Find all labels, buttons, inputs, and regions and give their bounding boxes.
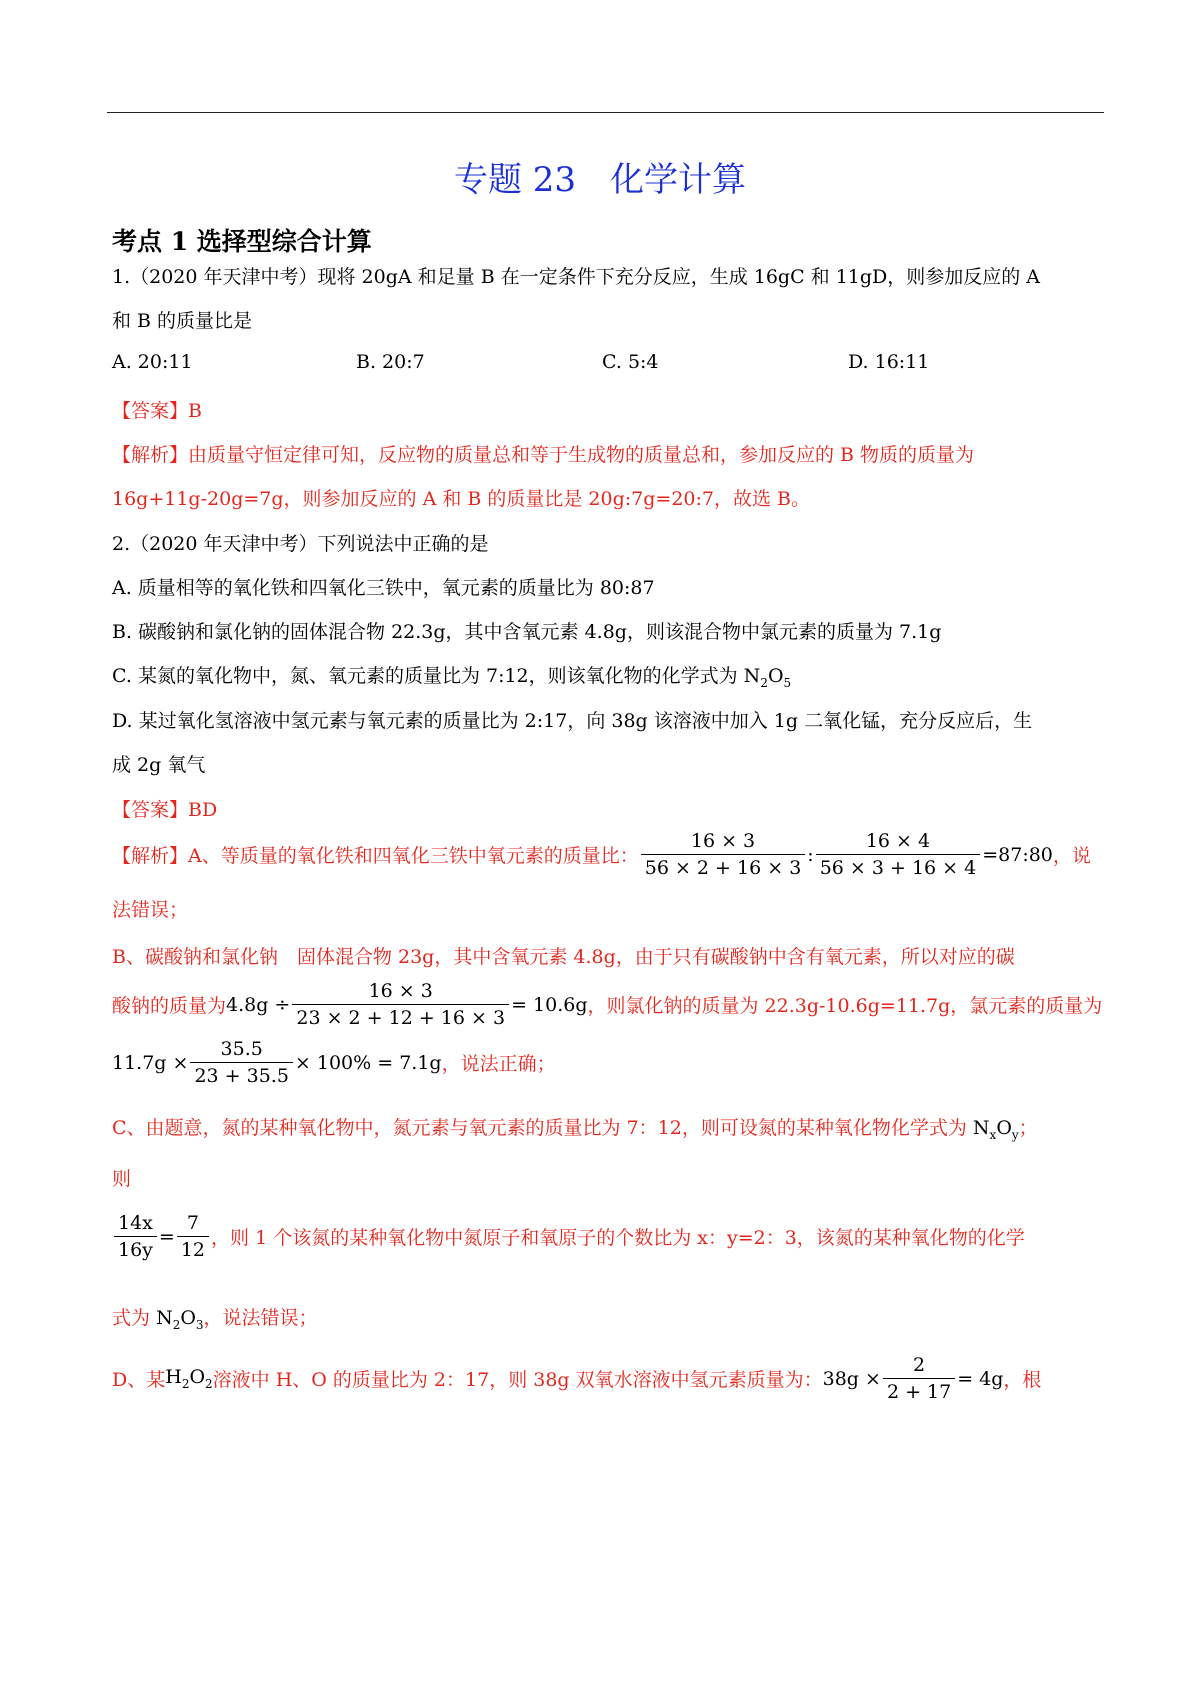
q1-analysis-line1 bbox=[112, 440, 974, 467]
q2-option-c bbox=[112, 661, 791, 690]
numerator: 7 bbox=[186, 1212, 199, 1234]
answer-mark: 【答案】 bbox=[112, 799, 189, 821]
denominator: 23 + 35.5 bbox=[190, 1062, 292, 1087]
q2-analysis-b-line2 bbox=[112, 980, 1102, 1029]
c-text: C、由题意，氮的某种氧化物中，氮元素与氧元素的质量比为 7：12，则可设氮的某种氧化物化学式为 bbox=[112, 1117, 967, 1139]
q2-analysis-c-line1 bbox=[112, 1113, 1038, 1142]
equals: = bbox=[158, 1225, 175, 1248]
q2-analysis-b-line1: B、碳酸钠和氯化钠 固体混合物 23g，其中含氧元素 4.8g，由于只有碳酸钠中含有氧元素，所以对应的碳 bbox=[112, 946, 1015, 968]
math: 11.7g × bbox=[112, 1051, 189, 1074]
q2-analysis-a bbox=[112, 830, 1091, 879]
fraction bbox=[816, 830, 981, 879]
fraction bbox=[114, 1212, 157, 1261]
q2-analysis-d bbox=[112, 1354, 1041, 1403]
denominator: 2 + 17 bbox=[883, 1378, 955, 1403]
header-rule bbox=[107, 112, 1104, 113]
denominator: 12 bbox=[177, 1236, 209, 1261]
q1-option-c: C. 5:4 bbox=[602, 351, 659, 373]
b-pre: 酸钠的质量为 bbox=[112, 995, 227, 1017]
fraction bbox=[292, 980, 509, 1029]
q2-analysis-c-line4 bbox=[112, 1303, 318, 1332]
subscript: 3 bbox=[195, 1317, 204, 1332]
analysis-mark: 【解析】 bbox=[112, 845, 189, 867]
q2-analysis-c-line3 bbox=[112, 1212, 1025, 1261]
q2-stem: 2.（2020 年天津中考）下列说法中正确的是 bbox=[112, 533, 489, 555]
q2-option-d-line2: 成 2g 氧气 bbox=[112, 754, 206, 776]
answer-value: BD bbox=[188, 799, 218, 821]
denominator: 23 × 2 + 12 + 16 × 3 bbox=[292, 1004, 509, 1029]
d-tail: ，根 bbox=[1003, 1369, 1042, 1391]
q1-analysis-line2: 16g+11g-20g=7g，则参加反应的 A 和 B 的质量比是 20g:7g=20:7，故选 B。 bbox=[112, 488, 810, 510]
symbol: N bbox=[156, 1307, 173, 1329]
q2-option-a: A. 质量相等的氧化铁和四氧化三铁中，氧元素的质量比为 80:87 bbox=[112, 577, 655, 599]
c-tail: ，则 1 个该氮的某种氧化物中氮原子和氧原子的个数比为 x：y=2：3，该氮的某种氧化物的化学 bbox=[211, 1227, 1025, 1249]
semicolon: ； bbox=[1018, 1117, 1038, 1139]
q2-analysis-a-line2: 法错误； bbox=[112, 899, 189, 921]
math: × 100% = 7.1g bbox=[294, 1051, 442, 1074]
analysis-a-text: A、等质量的氧化铁和四氧化三铁中氧元素的质量比： bbox=[188, 845, 639, 867]
section-title: 考点 1 选择型综合计算 bbox=[112, 227, 372, 256]
formula bbox=[156, 1307, 204, 1332]
b-tail: ，则氯化钠的质量为 22.3g-10.6g=11.7g，氯元素的质量为 bbox=[587, 995, 1103, 1017]
d-pre: D、某 bbox=[112, 1369, 166, 1391]
subscript: y bbox=[1011, 1127, 1019, 1142]
formula bbox=[972, 1117, 1019, 1142]
symbol: O bbox=[996, 1117, 1012, 1139]
symbol: O bbox=[180, 1307, 196, 1329]
numerator: 2 bbox=[913, 1354, 926, 1376]
q1-option-d: D. 16:11 bbox=[848, 351, 930, 373]
math: 38g × bbox=[822, 1367, 881, 1390]
q1-stem-line2: 和 B 的质量比是 bbox=[112, 310, 253, 332]
numerator: 35.5 bbox=[220, 1038, 263, 1060]
q2-option-b: B. 碳酸钠和氯化钠的固体混合物 22.3g，其中含氧元素 4.8g，则该混合物中氯元素的质量为 7.1g bbox=[112, 621, 942, 643]
numerator: 16 × 3 bbox=[690, 830, 756, 852]
b-tail2: ，说法正确； bbox=[441, 1053, 556, 1075]
subscript: 2 bbox=[172, 1317, 181, 1332]
subscript: 2 bbox=[205, 1376, 213, 1391]
numerator: 14x bbox=[118, 1212, 153, 1234]
tail: ，说 bbox=[1052, 845, 1091, 867]
q1-answer bbox=[112, 396, 202, 423]
denominator: 16y bbox=[114, 1236, 157, 1261]
q2-analysis-c-line2: 则 bbox=[112, 1168, 132, 1190]
subscript: 2 bbox=[181, 1376, 190, 1391]
subscript: 2 bbox=[760, 675, 768, 690]
symbol: H bbox=[165, 1366, 182, 1389]
c-tail: ，说法错误； bbox=[203, 1307, 318, 1329]
colon: : bbox=[807, 843, 814, 866]
math: = 4g bbox=[957, 1367, 1004, 1390]
formula bbox=[165, 1366, 212, 1391]
fraction bbox=[883, 1354, 955, 1403]
c-pre: 式为 bbox=[112, 1307, 151, 1329]
fraction bbox=[641, 830, 806, 879]
q2-option-d-line1: D. 某过氧化氢溶液中氢元素与氧元素的质量比为 2:17，向 38g 该溶液中加入 1g 二氧化锰，充分反应后，生 bbox=[112, 710, 1033, 732]
result: =87:80 bbox=[982, 843, 1053, 866]
fraction bbox=[177, 1212, 209, 1261]
subscript: 5 bbox=[783, 675, 792, 690]
denominator: 56 × 2 + 16 × 3 bbox=[641, 854, 806, 879]
numerator: 16 × 3 bbox=[368, 980, 433, 1002]
option-c-text: C. 某氮的氧化物中，氮、氧元素的质量比为 7:12，则该氧化物的化学式为 N bbox=[112, 665, 761, 687]
symbol: O bbox=[767, 665, 784, 687]
q2-analysis-b-line3 bbox=[112, 1038, 556, 1087]
q2-answer bbox=[112, 795, 217, 822]
q1-stem-line1: 1.（2020 年天津中考）现将 20gA 和足量 B 在一定条件下充分反应，生成 16gC 和 11gD，则参加反应的 A bbox=[112, 266, 1041, 288]
fraction bbox=[190, 1038, 292, 1087]
q1-option-a: A. 20:11 bbox=[112, 351, 193, 373]
answer-mark: 【答案】 bbox=[112, 400, 189, 422]
numerator: 16 × 4 bbox=[865, 830, 931, 852]
answer-value: B bbox=[188, 400, 202, 422]
symbol: O bbox=[189, 1366, 206, 1389]
math: 4.8g ÷ bbox=[226, 993, 291, 1016]
analysis-mark: 【解析】 bbox=[112, 444, 189, 466]
q1-option-b: B. 20:7 bbox=[356, 351, 425, 373]
denominator: 56 × 3 + 16 × 4 bbox=[816, 854, 981, 879]
math: = 10.6g bbox=[511, 993, 588, 1016]
symbol: N bbox=[972, 1117, 990, 1139]
page-title: 专题 23 化学计算 bbox=[453, 160, 747, 200]
d-mid: 溶液中 H、O 的质量比为 2：17，则 38g 双氧水溶液中氢元素质量为： bbox=[212, 1369, 823, 1391]
subscript: x bbox=[989, 1127, 997, 1142]
analysis-text: 由质量守恒定律可知，反应物的质量总和等于生成物的质量总和，参加反应的 B 物质的质量为 bbox=[188, 444, 975, 466]
